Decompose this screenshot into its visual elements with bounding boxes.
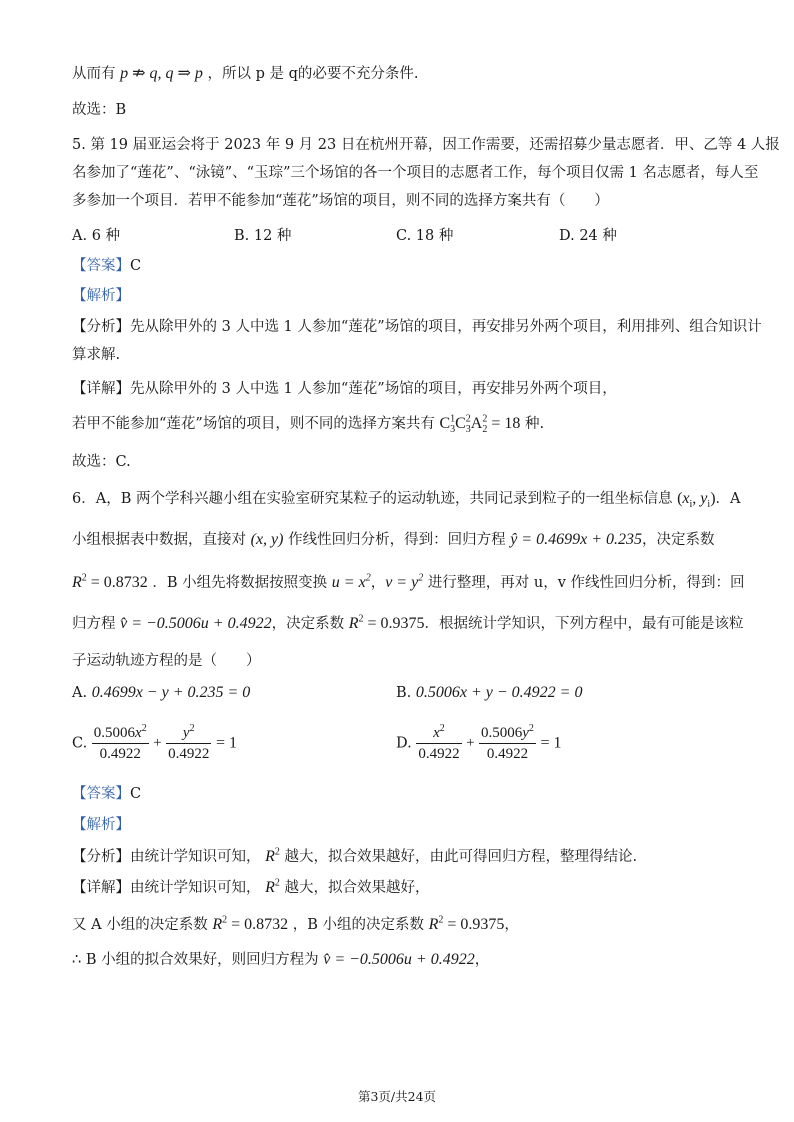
- q4-conclusion-pre: 从而有: [72, 66, 116, 82]
- q4-conclusion: [72, 64, 419, 84]
- q6-option-a: [72, 684, 250, 702]
- q5-fenxi-text1: 先从除甲外的 3 人中选 1 人参加“莲花”场馆的项目，再安排另外两个项目，利用排列、组合知识计: [130, 319, 762, 335]
- q5-option-d: D. 24 种: [559, 228, 617, 244]
- q6-d-den2: 0.4922: [486, 746, 529, 762]
- q6-c-coef: 0.5006: [93, 725, 136, 741]
- q6-answer-tag: 【答案】: [72, 786, 130, 802]
- q6-r2-a-value: = 0.8732: [90, 574, 148, 591]
- q6-xiangjie2-r2a: $R^2 = 0.8732$: [212, 914, 289, 933]
- q5-fenxi-line1: [72, 317, 762, 337]
- q6-xiangjie1-post: 越大，拟合效果越好，: [284, 880, 430, 896]
- q4-conclusion-math: p ⇏ q, q ⇒ p: [120, 65, 203, 82]
- q6-xiangjie-line2: [72, 915, 519, 935]
- q5-option-a: A. 6 种: [72, 228, 121, 244]
- q5-option-c: C. 18 种: [396, 228, 454, 244]
- q6-line4-mid: ，决定系数: [271, 616, 345, 632]
- q6-answer-value: C: [130, 786, 142, 802]
- q6-xiangjie2-r2b: $R^2 = 0.9375$: [428, 914, 505, 933]
- q6-xiangjie1-pre: 由统计学知识可知，: [130, 880, 261, 896]
- q6-fenxi-line: [72, 847, 637, 867]
- q6-d-eq-one: = 1: [540, 734, 562, 752]
- q6-r2-b-value: = 0.9375: [367, 615, 425, 632]
- q6-xiangjie2-r2b-value: = 0.9375: [447, 916, 505, 933]
- q6-stem-line2: [72, 530, 714, 550]
- q6-option-d-label: D.: [396, 735, 412, 752]
- q5-analysis-tag: 【解析】: [72, 288, 130, 304]
- q6-option-b: [396, 684, 582, 702]
- q6-coordinate: ($x_i$, $y_i$): [677, 490, 716, 511]
- q6-option-b-eq: 0.5006x + y − 0.4922 = 0: [415, 684, 583, 701]
- q6-d-coef: 0.5006: [480, 725, 523, 741]
- q6-stem-line1: [72, 489, 741, 509]
- q6-xiangjie-r2: $R^2$: [265, 877, 280, 896]
- q6-r2-a: $R^2 = 0.8732$: [72, 572, 148, 591]
- q6-xiangjie-tag: 【详解】: [72, 880, 130, 896]
- q6-line2-post: ，决定系数: [641, 532, 715, 548]
- q5-xiangjie-tag: 【详解】: [72, 381, 130, 397]
- q6-transform-u: $u = x^2$: [331, 572, 371, 591]
- q6-c-den1: 0.4922: [99, 746, 141, 762]
- q6-xy-pair: (x, y): [250, 531, 284, 548]
- q6-c-eq-one: = 1: [215, 734, 238, 752]
- q6-option-d-frac2: $\frac{0.5006y^2}{0.4922}$: [480, 723, 534, 762]
- q6-line3-mid: ．B 小组先将数据按照变换: [152, 575, 328, 591]
- q6-b-regression-eq: v̂ = −0.5006u + 0.4922: [120, 615, 272, 632]
- q6-xiangjie-line3: [72, 950, 489, 970]
- q5-answer-tag: 【答案】: [72, 258, 130, 274]
- q6-fenxi-tag: 【分析】: [72, 849, 130, 865]
- q6-line4-pre: 归方程: [72, 616, 116, 632]
- q6-xiangjie2-c: ，B 小组的决定系数: [292, 917, 424, 933]
- q5-xiangjie-text1: 先从除甲外的 3 人中选 1 人参加“莲花”场馆的项目，再安排另外两个项目，: [130, 381, 617, 397]
- q6-xiangjie3-eq: v̂ = −0.5006u + 0.4922: [323, 951, 475, 968]
- q6-option-b-label: B.: [396, 685, 412, 701]
- q6-line1-post: ．A: [715, 491, 741, 507]
- q6-fenxi-pre: 由统计学知识可知，: [130, 849, 261, 865]
- q6-analysis-tag: 【解析】: [72, 817, 130, 833]
- q6-d-den1: 0.4922: [418, 746, 460, 762]
- q6-a-regression-eq: ŷ = 0.4699x + 0.235: [510, 531, 642, 548]
- q6-line2-pre: 小组根据表中数据，直接对: [72, 532, 246, 548]
- q5-fenxi-tag: 【分析】: [72, 319, 130, 335]
- q6-xiangjie2-r2a-value: = 0.8732: [231, 916, 289, 933]
- q6-xiangjie2-e: ，: [504, 917, 519, 933]
- q5-stem-line1: 5. 第 19 届亚运会将于 2023 年 9 月 23 日在杭州开幕，因工作需要，还需招募少量志愿者．甲、乙等 4 人报: [72, 137, 780, 153]
- q5-fenxi-line2: 算求解.: [72, 347, 121, 363]
- q6-option-a-label: A.: [72, 685, 88, 701]
- page-footer: 第3页/共24页: [357, 1089, 437, 1104]
- q5-stem-line2: 名参加了“莲花”、“泳镜”、“玉琮”三个场馆的各一个项目的志愿者工作，每个项目仅需 1 名志愿者，每人至: [72, 165, 759, 181]
- q6-stem-line5: 子运动轨迹方程的是（ ）: [72, 653, 261, 669]
- q6-xiangjie-line1: [72, 878, 430, 898]
- q4-conclusion-post: ，所以 p 是 q的必要不充分条件.: [207, 66, 419, 82]
- q6-stem-line3: $R^2 = 0.8732$ ．B 小组先将数据按照变换 $u = x^2$，$v = y^2$ 进行整理，再对 u，v 作线性回归分析，得到：回: [72, 572, 745, 591]
- q6-xiangjie3-pre: ∴ B 小组的拟合效果好，则回归方程为: [72, 952, 319, 968]
- q6-xiangjie3-post: ，: [474, 952, 490, 968]
- q6-line4-post: ．根据统计学知识，下列方程中，最有可能是该粒: [424, 616, 744, 632]
- q6-r2-b: $R^2 = 0.9375$: [348, 613, 425, 632]
- q5-answer: [72, 256, 141, 276]
- q6-line1-pre: 6．A，B 两个学科兴趣小组在实验室研究某粒子的运动轨迹，共同记录到粒子的一组坐标信息: [72, 491, 673, 507]
- q6-answer: [72, 784, 141, 804]
- q6-line3-post: 进行整理，再对 u，v 作线性回归分析，得到：回: [427, 575, 745, 591]
- q6-option-c-label: C.: [72, 735, 88, 752]
- q5-answer-value: C: [130, 258, 142, 274]
- q6-option-a-eq: 0.4699x − y + 0.235 = 0: [91, 684, 251, 701]
- q6-option-c-frac1: $\frac{0.5006x^2}{0.4922}$: [93, 723, 147, 762]
- q5-option-b: B. 12 种: [234, 228, 292, 244]
- q6-c-den2: 0.4922: [168, 746, 210, 762]
- q5-xiangjie2-pre: 若甲不能参加“莲花”场馆的项目，则不同的选择方案共有: [72, 416, 435, 432]
- q6-fenxi-r2: $R^2$: [265, 846, 280, 865]
- q6-stem-line4: [72, 614, 744, 634]
- q6-fenxi-post: 越大，拟合效果越好，由此可得回归方程，整理得结论.: [284, 849, 638, 865]
- q6-transform-v: $v = y^2$: [385, 572, 424, 591]
- q6-option-d-frac1: $\frac{x^2}{0.4922}$: [418, 723, 460, 762]
- q6-line2-mid: 作线性回归分析，得到：回归方程: [288, 532, 506, 548]
- q6-option-d: D. $\frac{x^2}{0.4922}$ + $\frac{0.5006y^2}{0.4922}$ = 1: [396, 723, 562, 762]
- q5-formula-result: = 18: [491, 415, 521, 432]
- q5-combination-formula: $C^1_3C^2_3A^2_2 = 18$: [439, 413, 521, 436]
- q5-xiangjie-line1: [72, 379, 617, 399]
- q6-option-c: C. $\frac{0.5006x^2}{0.4922}$ + $\frac{y^2}{0.4922}$ = 1: [72, 723, 238, 762]
- q5-xiangjie2-post: 种.: [524, 416, 545, 432]
- q5-xiangjie-line2: [72, 414, 544, 434]
- q6-xiangjie2-a: 又 A 小组的决定系数: [72, 917, 208, 933]
- q5-stem-line3: 多参加一个项目．若甲不能参加“莲花”场馆的项目，则不同的选择方案共有（ ）: [72, 193, 609, 209]
- q5-choose: 故选：C.: [72, 454, 131, 470]
- q4-choose: 故选：B: [72, 102, 127, 118]
- q6-option-c-frac2: $\frac{y^2}{0.4922}$: [168, 723, 210, 762]
